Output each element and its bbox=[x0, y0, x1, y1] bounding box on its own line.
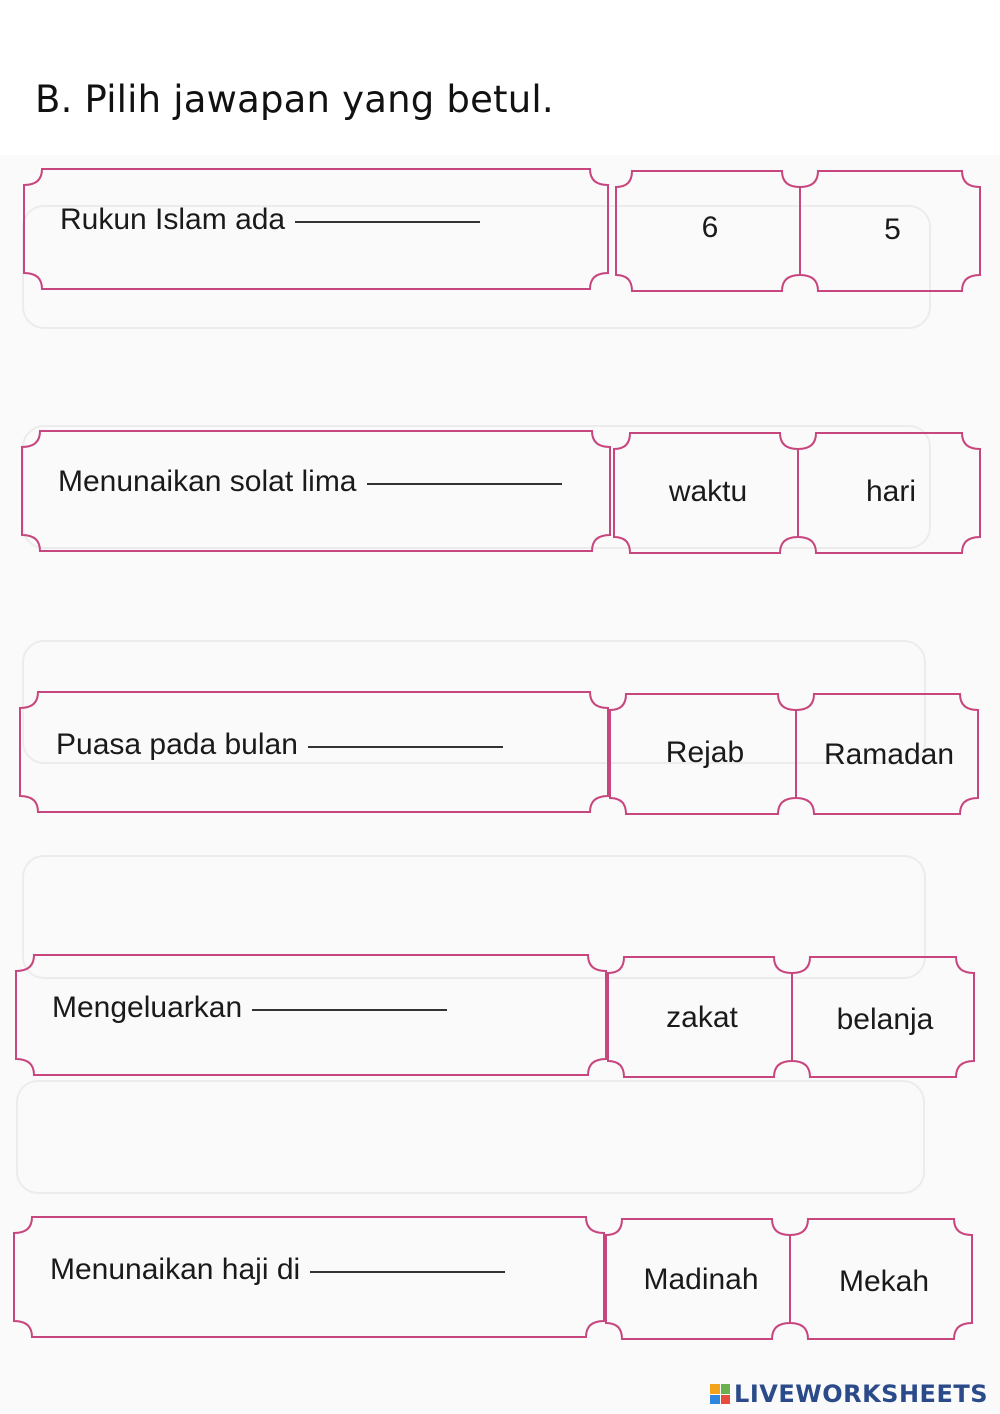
question-label: Rukun Islam ada bbox=[60, 203, 286, 236]
question-text bbox=[58, 465, 562, 499]
option-5[interactable]: 5 bbox=[884, 213, 901, 246]
brand-name: LIVEWORKSHEETS bbox=[734, 1380, 988, 1408]
question-label: Menunaikan haji di bbox=[50, 1253, 301, 1286]
answer-blank[interactable] bbox=[252, 1009, 447, 1011]
option-belanja[interactable]: belanja bbox=[836, 1003, 934, 1036]
faded-background-box bbox=[16, 1080, 925, 1194]
question-row-4 bbox=[0, 953, 1000, 1093]
option-ramadan[interactable]: Ramadan bbox=[823, 738, 955, 771]
option-zakat[interactable]: zakat bbox=[666, 1001, 738, 1034]
liveworksheets-logo bbox=[710, 1380, 988, 1408]
question-text bbox=[56, 728, 503, 762]
question-row-2 bbox=[0, 427, 1000, 567]
question-text bbox=[60, 203, 480, 237]
question-row-3 bbox=[0, 690, 1000, 830]
option-rejab[interactable]: Rejab bbox=[665, 736, 745, 769]
question-text bbox=[52, 991, 447, 1025]
question-label: Menunaikan solat lima bbox=[58, 465, 357, 498]
answer-blank[interactable] bbox=[367, 483, 562, 485]
option-madinah[interactable]: Madinah bbox=[643, 1263, 759, 1296]
answer-blank[interactable] bbox=[295, 221, 480, 223]
instruction-heading: B. Pilih jawapan yang betul. bbox=[35, 78, 554, 121]
option-mekah[interactable]: Mekah bbox=[838, 1265, 930, 1298]
option-waktu[interactable]: waktu bbox=[668, 475, 748, 508]
answer-blank[interactable] bbox=[310, 1271, 505, 1273]
option-6[interactable]: 6 bbox=[701, 211, 719, 244]
logo-grid-icon bbox=[710, 1384, 730, 1404]
question-text bbox=[50, 1253, 505, 1287]
question-label: Mengeluarkan bbox=[52, 991, 243, 1024]
answer-blank[interactable] bbox=[308, 746, 503, 748]
question-row-5 bbox=[0, 1215, 1000, 1355]
question-row-1 bbox=[0, 165, 1000, 305]
question-label: Puasa pada bulan bbox=[56, 728, 298, 761]
option-hari[interactable]: hari bbox=[865, 475, 917, 508]
